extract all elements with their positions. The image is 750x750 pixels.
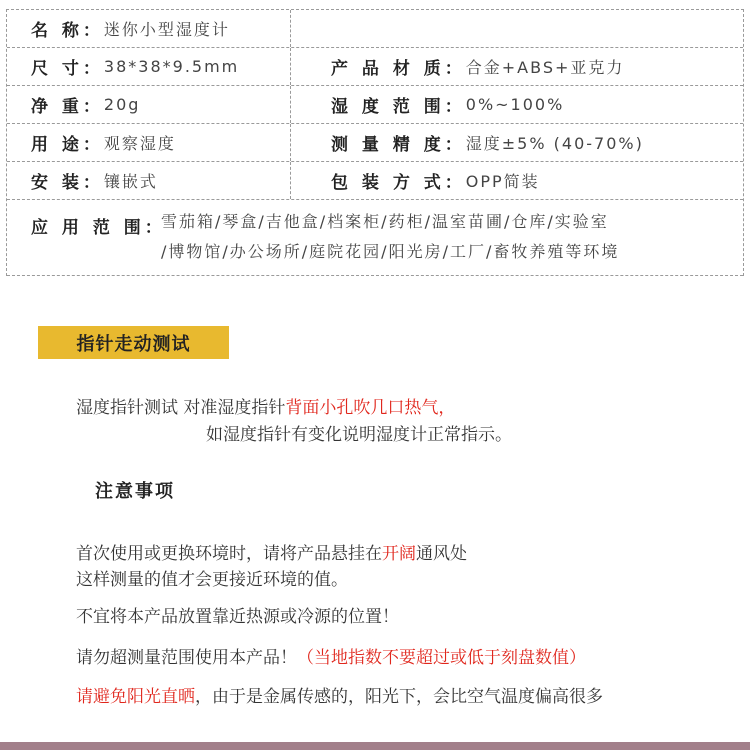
note-3: [76, 643, 586, 668]
cell-name: [7, 10, 291, 47]
notes-heading: 注意事项: [95, 481, 175, 502]
range-label: 湿 度 范 围：: [331, 97, 466, 117]
test-tag: 指针走动测试: [38, 326, 229, 359]
note-1: [76, 539, 467, 564]
cell-install: [7, 162, 291, 199]
accuracy-value: 湿度±5% (40-70%): [465, 134, 644, 153]
test-label: 湿度指针测试: [76, 398, 178, 418]
bottom-bar: [0, 742, 750, 750]
note-4-text: ，由于是金属传感的，阳光下，会比空气温度偏高很多: [195, 687, 603, 707]
test-line-2: 如湿度指针有变化说明湿度计正常指示。: [206, 425, 512, 445]
note-1-b: 通风处: [416, 544, 467, 564]
spec-row-size: [7, 48, 743, 86]
package-label: 包 装 方 式：: [331, 173, 466, 193]
application-line-2: /博物馆/办公场所/庭院花园/阳光房/工厂/畜牧养殖等环境: [161, 242, 620, 261]
cell-accuracy: [291, 124, 743, 161]
application-line-1: 雪茄箱/琴盒/吉他盒/档案柜/药柜/温室苗圃/仓库/实验室: [161, 212, 609, 231]
note-3-red: （当地指数不要超过或低于刻盘数值）: [297, 648, 586, 668]
package-value: OPP简装: [465, 172, 540, 191]
spec-row-use: [7, 124, 743, 162]
spec-row-application: [7, 200, 743, 276]
note-2: 不宜将本产品放置靠近热源或冷源的位置！: [76, 607, 399, 627]
note-1-red: 开阔: [382, 544, 416, 564]
weight-label: 净 重：: [31, 97, 104, 117]
size-value: 38*38*9.5mm: [103, 57, 240, 76]
application-value: [161, 207, 619, 267]
size-label: 尺 寸：: [31, 59, 104, 79]
cell-package: [291, 162, 743, 199]
note-4-red: 请避免阳光直晒: [76, 687, 195, 707]
use-label: 用 途：: [31, 135, 104, 155]
cell-empty: [291, 10, 743, 47]
note-4: [76, 682, 603, 707]
use-value: 观察湿度: [103, 134, 176, 153]
install-label: 安 装：: [31, 173, 104, 193]
cell-use: [7, 124, 291, 161]
spec-row-weight: [7, 86, 743, 124]
material-label: 产 品 材 质：: [331, 59, 466, 79]
spec-table: [6, 9, 744, 276]
note-1-a: 首次使用或更换环境时，请将产品悬挂在: [76, 544, 382, 564]
cell-range: [291, 86, 743, 123]
application-label: 应 用 范 围：: [31, 218, 166, 238]
test-text-1-red: 背面小孔吹几口热气，: [285, 398, 456, 418]
install-value: 镶嵌式: [103, 172, 158, 191]
material-value: 合金+ABS+亚克力: [465, 58, 625, 77]
spec-row-install: [7, 162, 743, 200]
note-3-text: 请勿超测量范围使用本产品！: [76, 648, 297, 668]
test-text-1: 对准湿度指针: [183, 398, 286, 418]
test-line-1: [76, 393, 455, 418]
accuracy-label: 测 量 精 度：: [331, 135, 466, 155]
spec-row-name: [7, 10, 743, 48]
name-value: 迷你小型湿度计: [103, 20, 230, 39]
cell-weight: [7, 86, 291, 123]
name-label: 名 称：: [31, 21, 104, 41]
weight-value: 20g: [103, 95, 141, 114]
cell-material: [291, 48, 743, 85]
range-value: 0%~100%: [465, 95, 565, 114]
cell-size: [7, 48, 291, 85]
note-1-cont: 这样测量的值才会更接近环境的值。: [76, 570, 348, 590]
